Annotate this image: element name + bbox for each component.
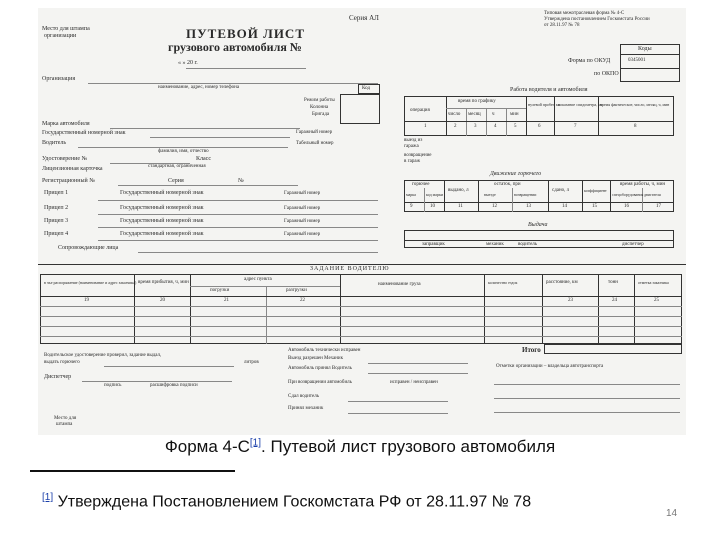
trailer-3: Прицеп 3 [44, 218, 69, 224]
series-label: Серия АЛ [349, 14, 379, 22]
task-title: ЗАДАНИЕ ВОДИТЕЛЮ [310, 266, 390, 272]
column-label: Колонна [310, 105, 329, 110]
gos-number-label: Государственный номерной знак [42, 130, 126, 136]
trailer-4-garage: Гаражный номер [284, 232, 321, 237]
trailer-1-gos: Государственный номерной знак [120, 190, 204, 196]
page-number: 14 [666, 508, 678, 519]
class-label: Класс [196, 156, 211, 162]
codes-header: Коды [638, 46, 652, 52]
trailer-4-gos: Государственный номерной знак [120, 231, 204, 237]
trailer-3-gos: Государственный номерной знак [120, 218, 204, 224]
trailer-4: Прицеп 4 [44, 231, 69, 237]
figure-caption [0, 437, 720, 457]
stamp-label-2: организации [44, 33, 77, 39]
tab-no-label: Табельный номер [296, 141, 334, 146]
footnote-text: Утверждена Постановлением Госкомстата РФ от 28.11.97 № 78 [53, 493, 532, 511]
approved-note-2: Утверждена постановлением Госкомстата России [544, 17, 650, 22]
okpo-label: по ОКПО [594, 71, 619, 77]
reg-no-label: Регистрационный № [42, 178, 95, 184]
org-label: Организация [42, 76, 76, 82]
total-label: Итого [522, 346, 541, 354]
approved-note-1: Типовая межотраслевая форма № 4-С [544, 11, 625, 16]
form-subtitle: грузового автомобиля № [168, 40, 302, 54]
footnote [42, 492, 531, 511]
okud-label: Форма по ОКУД [568, 58, 611, 64]
license-card-label: Лицензионная карточка [42, 166, 103, 172]
okud-value: 0345001 [628, 58, 646, 63]
trailer-1-garage: Гаражный номер [284, 191, 321, 196]
driver-hint: фамилия, имя, отчество [158, 149, 209, 154]
car-brand-label: Марка автомобиля [42, 121, 90, 127]
org-hint: наименование, адрес, номер телефона [158, 85, 240, 90]
code-label: Код [362, 86, 370, 91]
trailer-2-gos: Государственный номерной знак [120, 205, 204, 211]
driver-label: Водитель [42, 140, 67, 146]
escort-label: Сопровождающие лица [58, 245, 119, 251]
garage-no-label: Гаражный номер [296, 130, 333, 135]
caption-ref-link[interactable]: [1] [249, 437, 262, 449]
trailer-3-garage: Гаражный номер [284, 219, 321, 224]
approved-note-3: от 28.11.97 № 78 [544, 23, 580, 28]
license-label: Удостоверение № [42, 156, 88, 162]
series-field-label: Серия [168, 178, 184, 184]
stamp-label-1: Место для штампа [42, 26, 90, 32]
work-mode: Режим работы [304, 98, 335, 103]
brigade-label: Бригада [312, 112, 330, 117]
number-field-label: № [238, 178, 244, 184]
footnote-separator [30, 470, 235, 472]
waybill-form-scan: Серия АЛ Типовая межотраслевая форма № 4-С Утверждена постановлением Госкомстата России от 28.11.97 № 78 Место для штампа организации ПУТЕВОЙ ЛИСТ грузового автомобиля № « » 20 г. Коды Форма по ОКУД 0345001 по ОКПО Организация наименование, адрес, номер телефона Код Режим работы Колонна Бригада Марка автомобиля Государственный номерной знак Гаражный номер Водитель фамилия, имя, отчество Табельный номер Удостоверение № Класс Лицензионная карточка стандартная, ограниченная Регистрационный № Серия № Прицеп 1 Государственный номерной знак Гаражный номер Прицеп 2 Государственный номерной знак Гаражный номер Прицеп 3 Государственный номерной знак Гаражный номер Прицеп 4 Государственный номерной знак Гаражный номер Сопровождающие лица Работа водителя и автомобиля операция время по графику нулевой пробег, км показание спидометра, км время фактическое, число, месяц, ч, мин число месяц ч мин 1 2 3 4 5 6 7 8 выезд из гаража возвращение в гараж Движение горючего горючее выдано, л остаток, при сдано, л коэффициент время работы, ч, мин марка код марки выезде возвращении спецоборудования двигателя 9 10 11 12 13 14 15 16 17 Выдача заправщик механик водитель диспетчер ЗАДАНИЕ ВОДИТЕЛЮ в чье распоряжение (наименование и адрес заказчика) время прибытия, ч, мин адрес пункта погрузки разгрузки наименование груза количество ездок расстояние, км тонн отметка заказчика 19 20 21 22 23 24 25 Водительское удостоверение проверил, задание выдал, выдать горючего литров Диспетчер подпись расшифровка подписи Автомобиль технически исправен Выезд разрешен Механик Автомобиль принял Водитель При возвращении автомобиль исправен / неисправен Сдал водитель Принял механик Итого Отметки организации – владельца автотранспорта Место для штампа [38, 8, 686, 435]
form-title: ПУТЕВОЙ ЛИСТ [186, 26, 305, 41]
trailer-1: Прицеп 1 [44, 190, 69, 196]
dispatcher-label: Диспетчер [44, 374, 72, 380]
fuel-title: Движение горючего [490, 171, 542, 177]
issued-title: Выдача [528, 222, 548, 228]
caption-rest: . Путевой лист грузового автомобиля [261, 437, 556, 456]
work-title: Работа водителя и автомобиля [510, 87, 588, 93]
footnote-ref-link[interactable]: [1] [42, 492, 54, 503]
card-kinds: стандартная, ограниченная [148, 164, 206, 169]
date-line: « » 20 г. [178, 60, 198, 66]
trailer-2: Прицеп 2 [44, 205, 69, 211]
caption-form-name: Форма 4-С [164, 437, 250, 456]
trailer-2-garage: Гаражный номер [284, 206, 321, 211]
